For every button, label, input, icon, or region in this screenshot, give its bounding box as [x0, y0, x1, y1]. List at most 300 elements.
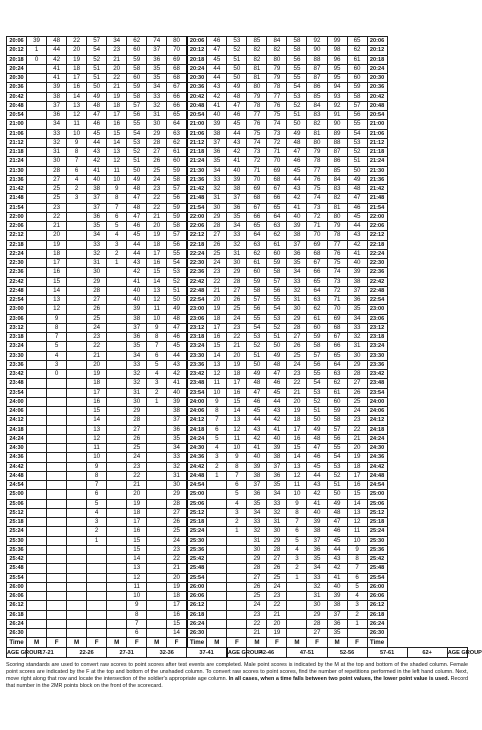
score-cell: 45: [167, 342, 187, 351]
score-cell: 34: [47, 120, 67, 129]
score-cell: 31: [347, 342, 367, 351]
score-cell: 32: [287, 286, 307, 295]
score-cell: [107, 601, 127, 610]
score-cell: 67: [247, 203, 267, 212]
score-cell: 25: [147, 166, 167, 175]
score-cell: 99: [327, 37, 347, 46]
score-cell: 45: [287, 166, 307, 175]
score-cell: [207, 536, 227, 545]
score-cell: 44: [207, 74, 227, 83]
score-cell: 3: [47, 360, 67, 369]
time-cell: 24:42: [7, 462, 27, 471]
score-cell: 55: [287, 64, 307, 73]
time-cell: 26:00: [7, 582, 27, 591]
table-row: [7, 407, 468, 416]
score-cell: 14: [167, 629, 187, 638]
score-cell: 43: [267, 407, 287, 416]
age-group-label: 47-51: [287, 648, 327, 658]
score-cell: 58: [127, 92, 147, 101]
time-cell: 20:30: [7, 74, 27, 83]
score-cell: 32: [47, 138, 67, 147]
score-cell: 77: [267, 92, 287, 101]
score-cell: 5: [347, 582, 367, 591]
score-cell: 17: [287, 425, 307, 434]
score-cell: 58: [347, 92, 367, 101]
score-cell: 70: [167, 46, 187, 55]
table-row: [7, 610, 468, 619]
score-cell: 35: [327, 629, 347, 638]
time-cell: 24:42: [187, 462, 207, 471]
score-cell: 70: [327, 305, 347, 314]
score-cell: 2: [227, 518, 247, 527]
score-cell: 33: [247, 518, 267, 527]
score-cell: 47: [227, 101, 247, 110]
score-cell: 21: [247, 629, 267, 638]
score-cell: [67, 360, 87, 369]
score-cell: 59: [307, 333, 327, 342]
score-cell: [67, 434, 87, 443]
score-cell: 26: [267, 564, 287, 573]
time-cell: 20:48: [187, 101, 207, 110]
footer-label: F: [167, 638, 187, 648]
time-cell: 21:42: [187, 185, 207, 194]
score-cell: 11: [127, 582, 147, 591]
score-cell: 37: [247, 481, 267, 490]
score-cell: [107, 527, 127, 536]
score-cell: 47: [127, 212, 147, 221]
score-cell: 25: [87, 314, 107, 323]
time-cell: 24:36: [7, 453, 27, 462]
footer-label: F: [227, 638, 247, 648]
score-cell: [27, 573, 47, 582]
score-cell: 88: [327, 138, 347, 147]
score-cell: 22: [287, 379, 307, 388]
time-cell: 26:12: [367, 601, 387, 610]
score-cell: 22: [147, 194, 167, 203]
score-cell: 35: [147, 64, 167, 73]
score-cell: 34: [227, 222, 247, 231]
score-cell: 34: [147, 83, 167, 92]
score-cell: 36: [207, 148, 227, 157]
score-cell: 39: [167, 397, 187, 406]
scoring-table-sheet: [6, 36, 482, 658]
score-cell: 27: [47, 175, 67, 184]
time-cell: 22:48: [7, 286, 27, 295]
score-cell: 3: [147, 379, 167, 388]
score-cell: [227, 592, 247, 601]
score-cell: 44: [227, 129, 247, 138]
score-cell: 56: [267, 286, 287, 295]
score-cell: 75: [307, 185, 327, 194]
score-cell: 60: [127, 74, 147, 83]
score-cell: 6: [67, 166, 87, 175]
score-cell: 36: [247, 490, 267, 499]
score-cell: 9: [107, 185, 127, 194]
time-cell: 23:48: [7, 379, 27, 388]
score-cell: 71: [267, 148, 287, 157]
score-cell: 21: [347, 434, 367, 443]
score-cell: 76: [327, 249, 347, 258]
score-cell: 87: [307, 64, 327, 73]
score-cell: [27, 601, 47, 610]
score-cell: [27, 564, 47, 573]
score-cell: 41: [327, 573, 347, 582]
score-cell: 37: [347, 286, 367, 295]
score-cell: [67, 481, 87, 490]
time-cell: 25:42: [187, 555, 207, 564]
score-cell: [207, 545, 227, 554]
score-cell: [147, 453, 167, 462]
time-cell: 25:18: [187, 518, 207, 527]
score-cell: [27, 462, 47, 471]
time-cell: 21:00: [7, 120, 27, 129]
note-text-2: Record that number in the 2MR points block on the front of the scorecard.: [6, 676, 468, 689]
time-cell: 22:24: [7, 249, 27, 258]
score-cell: 61: [167, 148, 187, 157]
time-cell: 23:24: [367, 342, 387, 351]
score-cell: 68: [167, 64, 187, 73]
time-cell: 25:54: [7, 573, 27, 582]
score-cell: [107, 351, 127, 360]
table-row: [7, 323, 468, 332]
score-cell: 29: [207, 212, 227, 221]
score-cell: 83: [307, 111, 327, 120]
score-cell: 54: [87, 46, 107, 55]
score-cell: 36: [47, 111, 67, 120]
score-cell: 20: [267, 619, 287, 628]
score-cell: 38: [267, 453, 287, 462]
time-cell: 24:30: [187, 444, 207, 453]
score-cell: 25: [47, 185, 67, 194]
score-cell: 60: [347, 74, 367, 83]
time-cell: 24:00: [7, 397, 27, 406]
time-cell: 23:48: [367, 379, 387, 388]
score-cell: [27, 185, 47, 194]
score-cell: 51: [167, 286, 187, 295]
score-cell: 48: [347, 185, 367, 194]
score-cell: 11: [87, 444, 107, 453]
score-cell: 28: [307, 619, 327, 628]
score-cell: 53: [347, 138, 367, 147]
score-cell: 25: [267, 573, 287, 582]
score-cell: 4: [147, 370, 167, 379]
score-cell: 6: [347, 573, 367, 582]
score-cell: 45: [347, 212, 367, 221]
score-cell: [107, 499, 127, 508]
score-cell: [67, 619, 87, 628]
score-cell: [67, 444, 87, 453]
score-cell: 23: [347, 416, 367, 425]
score-cell: 1: [87, 536, 107, 545]
score-cell: 62: [127, 37, 147, 46]
score-cell: 51: [307, 407, 327, 416]
score-cell: 75: [267, 111, 287, 120]
score-cell: 27: [247, 573, 267, 582]
score-cell: 12: [347, 518, 367, 527]
score-cell: 6: [147, 351, 167, 360]
time-cell: 22:00: [367, 212, 387, 221]
score-cell: 30: [267, 527, 287, 536]
score-cell: 7: [127, 619, 147, 628]
score-cell: 56: [247, 305, 267, 314]
score-cell: 89: [327, 129, 347, 138]
score-cell: 50: [167, 296, 187, 305]
score-cell: 44: [127, 249, 147, 258]
score-cell: 4: [87, 508, 107, 517]
score-cell: 27: [87, 296, 107, 305]
table-row: [7, 83, 468, 92]
time-cell: 23:12: [187, 323, 207, 332]
score-cell: 48: [127, 203, 147, 212]
table-row: [7, 481, 468, 490]
score-cell: 35: [287, 259, 307, 268]
score-cell: 77: [327, 240, 347, 249]
score-cell: [207, 629, 227, 638]
time-cell: 23:54: [367, 388, 387, 397]
score-cell: 50: [327, 490, 347, 499]
score-cell: 23: [47, 203, 67, 212]
score-cell: 19: [67, 55, 87, 64]
score-cell: 66: [167, 101, 187, 110]
score-cell: 53: [127, 138, 147, 147]
time-cell: 21:42: [367, 185, 387, 194]
score-cell: 84: [327, 175, 347, 184]
score-cell: 40: [227, 166, 247, 175]
score-cell: 4: [287, 545, 307, 554]
score-cell: [47, 564, 67, 573]
score-cell: [27, 536, 47, 545]
score-cell: [27, 397, 47, 406]
score-cell: 17: [207, 323, 227, 332]
score-cell: 1: [147, 397, 167, 406]
score-cell: 31: [167, 471, 187, 480]
score-cell: 38: [47, 92, 67, 101]
score-cell: 4: [107, 231, 127, 240]
score-cell: [67, 471, 87, 480]
score-cell: [107, 370, 127, 379]
score-cell: [87, 619, 107, 628]
score-cell: 87: [307, 74, 327, 83]
score-cell: 51: [347, 157, 367, 166]
score-cell: 31: [307, 592, 327, 601]
score-cell: 12: [107, 157, 127, 166]
score-cell: 37: [47, 101, 67, 110]
score-cell: 34: [87, 231, 107, 240]
score-cell: 54: [307, 379, 327, 388]
score-cell: 79: [327, 222, 347, 231]
score-cell: 56: [347, 111, 367, 120]
footer-label: M: [107, 638, 127, 648]
score-cell: 82: [247, 46, 267, 55]
time-cell: 23:06: [367, 314, 387, 323]
time-cell: 20:42: [187, 92, 207, 101]
score-cell: 73: [307, 203, 327, 212]
score-cell: [27, 92, 47, 101]
table-row: [7, 619, 468, 628]
score-cell: 29: [147, 129, 167, 138]
table-row: [7, 111, 468, 120]
time-cell: 21:48: [187, 194, 207, 203]
score-cell: 85: [307, 92, 327, 101]
time-cell: 24:00: [367, 397, 387, 406]
score-cell: [47, 481, 67, 490]
score-cell: 57: [167, 231, 187, 240]
score-cell: 28: [207, 222, 227, 231]
score-cell: 55: [167, 249, 187, 258]
score-cell: [27, 582, 47, 591]
score-cell: 18: [167, 592, 187, 601]
time-cell: 20:54: [187, 111, 207, 120]
score-cell: 53: [327, 462, 347, 471]
score-cell: 57: [327, 425, 347, 434]
score-cell: 19: [227, 360, 247, 369]
score-cell: 52: [227, 46, 247, 55]
score-cell: 62: [307, 305, 327, 314]
score-cell: [67, 462, 87, 471]
score-cell: 31: [267, 518, 287, 527]
score-cell: 92: [327, 101, 347, 110]
score-cell: 10: [67, 129, 87, 138]
score-cell: 42: [127, 268, 147, 277]
score-cell: 19: [107, 92, 127, 101]
score-cell: 22: [47, 212, 67, 221]
score-cell: 20: [147, 222, 167, 231]
score-cell: 15: [287, 444, 307, 453]
score-cell: 83: [327, 185, 347, 194]
table-row: [7, 453, 468, 462]
score-cell: [47, 555, 67, 564]
score-cell: [47, 416, 67, 425]
time-cell: 21:48: [7, 194, 27, 203]
score-cell: 81: [327, 203, 347, 212]
score-cell: [27, 527, 47, 536]
score-cell: [107, 305, 127, 314]
score-cell: [107, 379, 127, 388]
score-cell: 59: [247, 277, 267, 286]
score-cell: [27, 490, 47, 499]
score-cell: 22: [107, 74, 127, 83]
score-cell: 26: [347, 388, 367, 397]
table-row: [7, 601, 468, 610]
score-cell: 62: [167, 138, 187, 147]
score-cell: 4: [227, 499, 247, 508]
score-cell: 16: [127, 527, 147, 536]
score-cell: [67, 610, 87, 619]
score-cell: [27, 249, 47, 258]
time-cell: 26:24: [7, 619, 27, 628]
score-cell: 49: [287, 129, 307, 138]
time-cell: 22:18: [187, 240, 207, 249]
score-cell: 60: [347, 64, 367, 73]
score-cell: [147, 573, 167, 582]
score-cell: 32: [147, 101, 167, 110]
time-cell: 20:24: [187, 64, 207, 73]
time-cell: 22:30: [187, 259, 207, 268]
age-group-label: 42-46: [247, 648, 287, 658]
score-cell: [107, 564, 127, 573]
score-cell: 49: [307, 425, 327, 434]
score-cell: 10: [87, 453, 107, 462]
score-cell: 13: [147, 286, 167, 295]
score-cell: [147, 527, 167, 536]
score-cell: [67, 333, 87, 342]
score-cell: 38: [307, 527, 327, 536]
score-cell: [27, 610, 47, 619]
score-cell: 38: [127, 314, 147, 323]
score-cell: 66: [307, 268, 327, 277]
time-cell: 25:48: [367, 564, 387, 573]
score-cell: 58: [287, 37, 307, 46]
score-cell: 59: [167, 166, 187, 175]
score-cell: 20: [167, 573, 187, 582]
score-cell: 44: [247, 416, 267, 425]
score-cell: 21: [207, 286, 227, 295]
score-cell: [207, 555, 227, 564]
table-row: [7, 425, 468, 434]
time-cell: 23:36: [187, 360, 207, 369]
score-cell: [107, 407, 127, 416]
score-cell: 55: [127, 120, 147, 129]
score-cell: 26: [227, 296, 247, 305]
time-cell: 21:36: [367, 175, 387, 184]
time-cell: 20:36: [7, 83, 27, 92]
score-cell: 76: [267, 101, 287, 110]
score-cell: 48: [47, 37, 67, 46]
score-cell: 14: [227, 407, 247, 416]
time-cell: 26:12: [187, 601, 207, 610]
score-cell: [227, 619, 247, 628]
score-cell: 9: [87, 462, 107, 471]
score-cell: [147, 481, 167, 490]
time-cell: 23:42: [367, 370, 387, 379]
score-cell: 16: [107, 120, 127, 129]
score-cell: 42: [247, 434, 267, 443]
score-cell: 17: [67, 74, 87, 83]
score-cell: 43: [347, 231, 367, 240]
score-cell: [67, 555, 87, 564]
score-cell: [27, 425, 47, 434]
score-cell: 40: [327, 582, 347, 591]
score-cell: 65: [167, 111, 187, 120]
time-cell: 20:18: [367, 55, 387, 64]
score-cell: [147, 536, 167, 545]
score-cell: [87, 610, 107, 619]
score-cell: 22: [67, 37, 87, 46]
score-cell: [27, 314, 47, 323]
score-cell: [87, 555, 107, 564]
score-cell: 20: [127, 490, 147, 499]
score-cell: 26: [207, 240, 227, 249]
score-cell: [147, 619, 167, 628]
score-cell: [207, 601, 227, 610]
score-cell: 30: [227, 259, 247, 268]
score-cell: 23: [227, 323, 247, 332]
score-cell: 35: [227, 212, 247, 221]
score-cell: 33: [147, 92, 167, 101]
time-cell: 21:24: [367, 157, 387, 166]
time-cell: 21:00: [187, 120, 207, 129]
time-cell: 25:42: [7, 555, 27, 564]
score-cell: 58: [267, 268, 287, 277]
time-cell: 22:12: [187, 231, 207, 240]
score-cell: 50: [347, 166, 367, 175]
score-cell: 15: [47, 277, 67, 286]
score-cell: 34: [347, 314, 367, 323]
table-row: [7, 490, 468, 499]
score-cell: 18: [127, 508, 147, 517]
score-cell: 46: [87, 120, 107, 129]
score-cell: 37: [207, 138, 227, 147]
